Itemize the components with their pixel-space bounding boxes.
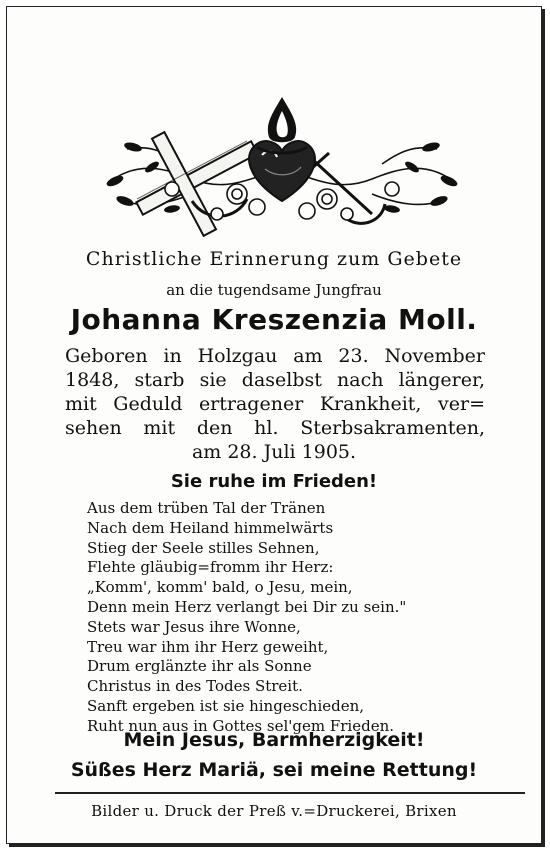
poem-line: Stieg der Seele stilles Sehnen, (87, 538, 320, 557)
poem (87, 499, 487, 737)
printer-credit: Bilder u. Druck der Preß v.=Druckerei, Brixen (91, 802, 457, 820)
poem-line: Aus dem trüben Tal der Tränen (87, 499, 326, 517)
poem-line: Denn mein Herz verlangt bei Dir zu sein." (87, 597, 407, 616)
poem-line: Stets war Jesus ihre Wonne, (87, 617, 301, 636)
flame-icon (268, 97, 296, 142)
footer-divider (55, 792, 525, 794)
prayer-line: Süßes Herz Mariä, sei meine Rettung! (70, 759, 478, 781)
poem-line: „Komm', komm' bald, o Jesu, mein, (87, 578, 353, 597)
poem-line: Flehte gläubig=fromm ihr Herz: (87, 558, 334, 577)
bio-line: 1848, starb sie daselbst nach längerer, (65, 369, 485, 391)
prayer-line: Mein Jesus, Barmherzigkeit! (123, 729, 425, 751)
rest-in-peace: Sie ruhe im Frieden! (170, 471, 378, 492)
sacred-heart-emblem (97, 89, 467, 237)
card-subheading: an die tugendsame Jungfrau (166, 281, 382, 299)
poem-line: Ruht nun aus in Gottes sel'gem Frieden. (87, 716, 394, 735)
poem-line: Treu war ihm ihr Herz geweiht, (87, 637, 329, 656)
bio-line: Geboren in Holzgau am 23. November (65, 345, 485, 367)
card-heading: Christliche Erinnerung zum Gebete (85, 248, 463, 270)
bio-line: sehen mit den hl. Sterbsakramenten, (65, 417, 485, 439)
poem-line: Drum erglänzte ihr als Sonne (87, 657, 312, 676)
poem-line: Nach dem Heiland himmelwärts (87, 518, 334, 537)
poem-line: Christus in des Todes Streit. (87, 677, 303, 696)
memorial-card (6, 6, 542, 844)
poem-line: Sanft ergeben ist sie hingeschieden, (87, 696, 365, 715)
sacred-heart-icon (249, 141, 315, 201)
bio-line: am 28. Juli 1905. (191, 441, 357, 463)
deceased-name: Johanna Kreszenzia Moll. (70, 303, 478, 336)
bio-line: mit Geduld ertragener Krankheit, ver= (65, 393, 485, 415)
